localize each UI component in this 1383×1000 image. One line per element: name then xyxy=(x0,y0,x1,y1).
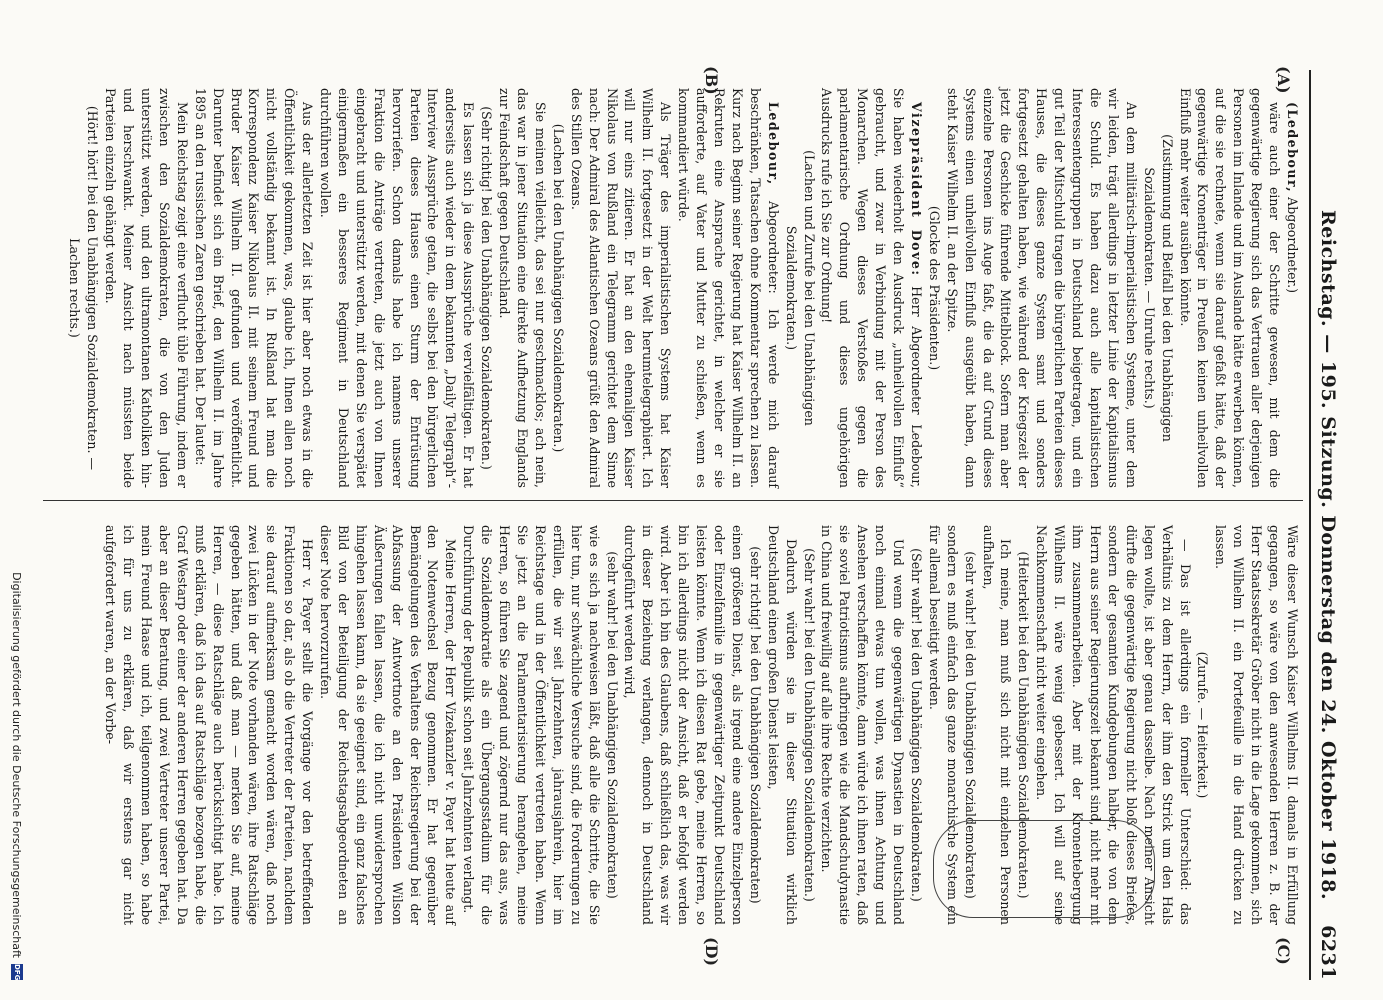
paragraph xyxy=(943,88,1140,488)
paragraph-text: (Sehr richtig! bei den Unabhängigen Sozialdemokraten.) xyxy=(479,106,495,470)
paragraph-text: Meine Herren, der Herr Vizekanzler v. Payer hat heute auf den Notenwechsel Bezug genommen. Er hat gegenüber Bemängelungen des Verhaltens der Reichsregierung bei der Abfassung der Antwortnote an den Präsidenten Wilson Äußerungen fallen lassen, die ich nicht unwidersprochen hingehen lassen kann, da sie geeignet sind, ein ganz falsches Bild von der Beteiligung der Reichstagsabgeordneten an dieser Note hervorzurufen. xyxy=(318,525,459,925)
paragraph xyxy=(459,525,602,925)
paragraph-text: Dadurch würden sie in dieser Situation wirklich Deutschland einen großen Dienst leisten, xyxy=(765,525,799,925)
header-rule xyxy=(1309,70,1311,980)
paragraph-text: sondern es muß einfach das ganze monarchische System ein für allemal beseitigt werden. xyxy=(926,525,960,925)
paragraph-text: (Hört! hört! bei den Unabhängigen Sozialdemokraten. — Lachen rechts.) xyxy=(67,105,101,471)
interjection xyxy=(907,525,925,925)
interjection xyxy=(65,88,101,488)
paragraph xyxy=(925,525,961,925)
interjection xyxy=(782,88,818,488)
paragraph xyxy=(101,88,191,488)
interjection xyxy=(549,88,567,488)
paragraph-text: (Sehr wahr! bei den Unabhängigen Sozialdemokraten.) xyxy=(908,548,924,902)
digitization-footer xyxy=(10,70,24,980)
interjection xyxy=(1015,525,1033,925)
interjection xyxy=(477,88,495,488)
paragraph-text: (Lachen und Zurufe bei den Unabhängigen Sozialdemokraten.) xyxy=(783,150,817,426)
page-title: Reichstag. — 195. Sitzung. Donnerstag den 24. Oktober 1918. xyxy=(1317,210,1339,901)
paragraph xyxy=(101,525,316,925)
paragraph-text: Als Träger des imperialistischen Systems hat Kaiser Wilhelm II. fortgesetzt in der Welt herumtelegraphiert. Ich will nur eins zitieren. Er hat an den ehemaligen Kaiser Nikolaus von Rußland ein Telegramm gerichtet dem Sinne nach: Der Admiral des Atlantischen Ozeans grüßt den Admiral des Stillen Ozeans. xyxy=(568,88,674,488)
paragraph-text: Herr Abgeordneter Ledebour, Sie haben wiederholt den Ausdruck „unheilvollen Einfluß“ gebraucht, und zwar in Verbindung mit der Person des Monarchen. Wegen dieses Verstoßes gegen die parlamentarische Ordnung und dieses ungehörigen Ausdrucks rufe ich Sie zur Ordnung! xyxy=(819,88,924,488)
paragraph xyxy=(674,88,781,488)
paragraph xyxy=(1032,525,1193,925)
paragraph-text: (Zustimmung und Beifall bei den Unabhängigen Sozialdemokraten. — Unruhe rechts.) xyxy=(1141,134,1175,442)
page-number: 6231 xyxy=(1317,925,1339,980)
left-text-column xyxy=(65,88,1301,488)
margin-letter-b: (B) xyxy=(702,66,721,95)
paragraph xyxy=(495,88,549,488)
paragraph-text: Wäre dieser Wunsch Kaiser Wilhelms II. damals in Erfüllung gegangen, so wäre von den anwesenden Herren z. B. der Herr Staatssekretär Gröber nicht in die Lage gekommen, sich von Wilhelm II. ein Portefeuille in die Hand drücken zu lassen. xyxy=(1213,525,1300,925)
dfg-logo: DFG xyxy=(13,964,21,981)
paragraph-text: einen größeren Dienst, als irgend eine andere Einzelperson oder Einzelfamilie in gegenwärtiger Zeitpunkt Deutschland leisten könnte. Wenn ich diesen Rat gebe, meine Herren, so bin ich allerdings nicht der Ansicht, daß er befolgt werden wird. Aber ich bin des Glaubens, daß schließlich das, was wir in dieser Beziehung verlangen, dennoch in Deutschland durchgeführt werden wird, xyxy=(622,525,745,925)
interjection xyxy=(1140,88,1176,488)
paragraph-text: Abgeordneter: Ich werde mich darauf beschränken, Tatsachen ohne Kommentar sprechen zu lassen. Kurz nach Beginn seiner Regierung hat Kaiser Wilhelm II. an Rekruten eine Ansprache gerichtet, in welcher er sie aufforderte, auf Vater und Mutter zu schießen, wenn es kommandiert würde. xyxy=(676,88,781,488)
interjection xyxy=(800,525,818,925)
paragraph xyxy=(979,525,1015,925)
interjection xyxy=(603,525,621,925)
paragraph-text: Ich meine, man muß sich nicht mit einzelnen Personen aufhalten, xyxy=(980,525,1014,925)
speaker-name: (Ledebour, xyxy=(1285,102,1300,194)
paragraph xyxy=(191,88,316,488)
paragraph xyxy=(818,88,925,488)
column-divider xyxy=(43,500,1303,501)
paragraph xyxy=(818,525,908,925)
paragraph-text: (Heiterkeit bei den Unabhängigen Sozialdemokraten.) xyxy=(1016,551,1032,899)
paragraph xyxy=(1283,88,1301,488)
paragraph-text: — Das ist allerdings ein formeller Unterschied: das Verhältnis zu dem Herrn, der ihm den Strick um den Hals legen wollte, ist aber genau dasselbe. Nach meiner Ansicht dürfte die gegenwärtige Regierung nicht bloß dieses Briefes, sondern der gesamten Kundgebungen halber, die von dem Herrn aus seiner Regierungszeit bekannt sind, nicht mehr mit ihm zusammenarbeiten. Aber mit der Kronentebergung Wilhelms II. wäre wenig gebessert. Ich will auf seine Nachkommenschaft nicht weiter eingehen. xyxy=(1034,525,1193,925)
interjection xyxy=(746,525,764,925)
paragraph-text: (sehr wahr! bei den Unabhängigen Sozialdemokraten) xyxy=(604,551,620,899)
speaker-name: Ledebour, xyxy=(765,102,781,186)
paragraph-text: wäre auch einer der Schritte gewesen, mit dem die gegenwärtige Regierung sich das Vertrauen aller derjenigen Personen im Inlande und im Auslande hätte erwerben können, auf die sie rechnete, wenn sie darauf gefaßt hätte, daß der gegenwärtige Kronenträger in Preußen keinen unheilvollen Einfluß mehr weiter ausüben könnte. xyxy=(1177,88,1283,488)
paragraph xyxy=(1211,525,1301,925)
paragraph-text: (Lachen bei den Unabhängigen Sozialdemokraten.) xyxy=(550,123,566,453)
right-text-column xyxy=(101,525,1301,925)
paragraph xyxy=(1176,88,1283,488)
interjection xyxy=(961,525,979,925)
paragraph-text: (Zurufe. — Heiterkeit.) xyxy=(1195,651,1211,799)
paragraph xyxy=(567,88,674,488)
interjection xyxy=(925,88,943,488)
paragraph-text: (sehr richtig! bei den Unabhängigen Sozialdemokraten) xyxy=(747,546,763,904)
paragraph xyxy=(316,88,477,488)
paragraph xyxy=(764,525,800,925)
speaker-name: Vizepräsident Dove: xyxy=(908,102,924,277)
margin-letter-d: (D) xyxy=(702,937,721,967)
paragraph-text: Es lassen sich ja diese Aussprüche vervielfältigen. Er hat anderseits auch wieder in dem bekannten „Daily Telegraph“-Interview Aussprüche getan, die selbst bei den bürgerlichen Parteien dieses Hauses einen Sturm der Entrüstung hervorriefen. Schon damals habe ich namens unserer Fraktion die Anträge vertreten, die jetzt auch von Ihnen eingebracht und unterstützt werden, mit denen Sie verspätet einigermaßen ein besseres Regiment in Deutschland durchführen wollen. xyxy=(318,88,477,488)
margin-letter-a: (A) xyxy=(1274,66,1293,94)
paragraph-text: Herr v. Payer stellt die Vorgänge vor den betreffenden Fraktionen so dar, als ob die Vertreter der Parteien, nachdem sie darauf aufmerksam gemacht worden wären, daß noch zwei Lücken in der Note vorhanden wären, ihre Ratschläge gegeben hätten, und daß man — merken Sie auf, meine Herren, — diese Ratschläge auch berücksichtigt habe. Ich muß erklären, daß ich das auf Ratschläge bezogen habe, die Graf Westarp oder einer der anderen Herren gegeben hat. Da aber an dieser Beratung, und zwei Vertreter unserer Partei, mein Freund Haase und ich, teilgenommen haben, so habe ich für uns zu erklären, daß wir erstens gar nicht aufgefordert waren, an der Vorbe- xyxy=(103,525,316,925)
paragraph-text: Abgeordneter.) xyxy=(1285,193,1300,294)
paragraph-text: wie es sich ja nachweisen läßt, daß alle die Schritte, die Sie hier tun, nur schwächliche Versuche sind, die Forderungen zu erfüllen, die wir seit Jahrzehnten, jahrausjahrein, hier im Reichstage und in der Öffentlichkeit vertreten haben. Wenn Sie jetzt an die Parlamentarisierung herangehen, meine Herren, so führen Sie zagend und zögernd nur das aus, was die Sozialdemokratie als ein Übergangsstadium für die Durchführung der Republik schon seit Jahrzehnten verlangt. xyxy=(461,525,602,925)
paragraph-text: Mein Reichstag zeigt eine verflucht üble Führung, indem er zwischen den Sozialdemokraten, die von den Juden unterstützt werden, und den ultramontanen Katholiken hin- und herschwankt. Meiner Ansicht nach müssten beide Parteien einzeln gehängt werden. xyxy=(103,88,190,488)
interjection xyxy=(1194,525,1212,925)
paragraph xyxy=(621,525,746,925)
paragraph-text: Aus der allerletzten Zeit ist hier aber noch etwas in die Öffentlichkeit gekommen, was, glaube ich, Ihnen allen noch nicht vollständig bekannt ist. In Rußland hat man die Korrespondenz Kaiser Nikolaus II. mit seinem Freund und Bruder Kaiser Wilhelm II. gefunden und veröffentlicht. Darunter befindet sich ein Brief, den Wilhelm II. im Jahre 1895 an den russischen Zaren geschrieben hat. Der lautet: xyxy=(192,88,316,488)
paragraph xyxy=(316,525,459,925)
paragraph-text: Sie meinen vielleicht, das sei nur geschmacklos; ach nein, das war in jener Situation eine direkte Aufhetzung Englands zur Feindschaft gegen Deutschland. xyxy=(497,88,548,488)
paragraph-text: An dem militärisch-imperialistischen Systeme, unter dem wir leiden, trägt allerdings in letzter Linie der Kapitalismus die Schuld. Es haben dazu auch alle kapitalistischen Interessentengruppen in Deutschland beigetragen, und ein gut Teil der Mitschuld tragen die bürgerlichen Parteien dieses Hauses, die dieses ganze System samt und sonders fortgesetzt gehalten haben, wie während der Kriegszeit der jetzt die Geschicke führende Mittelblock. Sofern man aber einzelne Personen ins Auge faßt, die da auf Grund dieses Systems einen unheilvollen Einfluß ausgeübt haben, dann steht Kaiser Wilhelm II. an der Spitze. xyxy=(944,88,1139,488)
paragraph-text: (Sehr wahr! bei den Unabhängigen Sozialdemokraten.) xyxy=(801,548,817,902)
margin-letter-c: (C) xyxy=(1274,937,1293,965)
paragraph-text: (sehr wahr! bei den Unabhängigen Sozialdemokraten) xyxy=(962,551,978,899)
paragraph-text: (Glocke des Präsidenten.) xyxy=(926,205,942,371)
page-header xyxy=(1309,70,1343,980)
paragraph-text: Und wenn die gegenwärtigen Dynastien in Deutschland noch einmal etwas tun wollen, was ihnen Achtung und Ansehen verschaffen könnte, dann würde ich ihnen raten, daß sie soviel Patriotismus aufbringen wie die Mandschudynastie in China und freiwillig auf alle ihre Rechte verzichten. xyxy=(819,525,907,925)
funding-note: Digitalisierung gefördert durch die Deutsche Forschungsgemeinschaft xyxy=(10,572,24,958)
